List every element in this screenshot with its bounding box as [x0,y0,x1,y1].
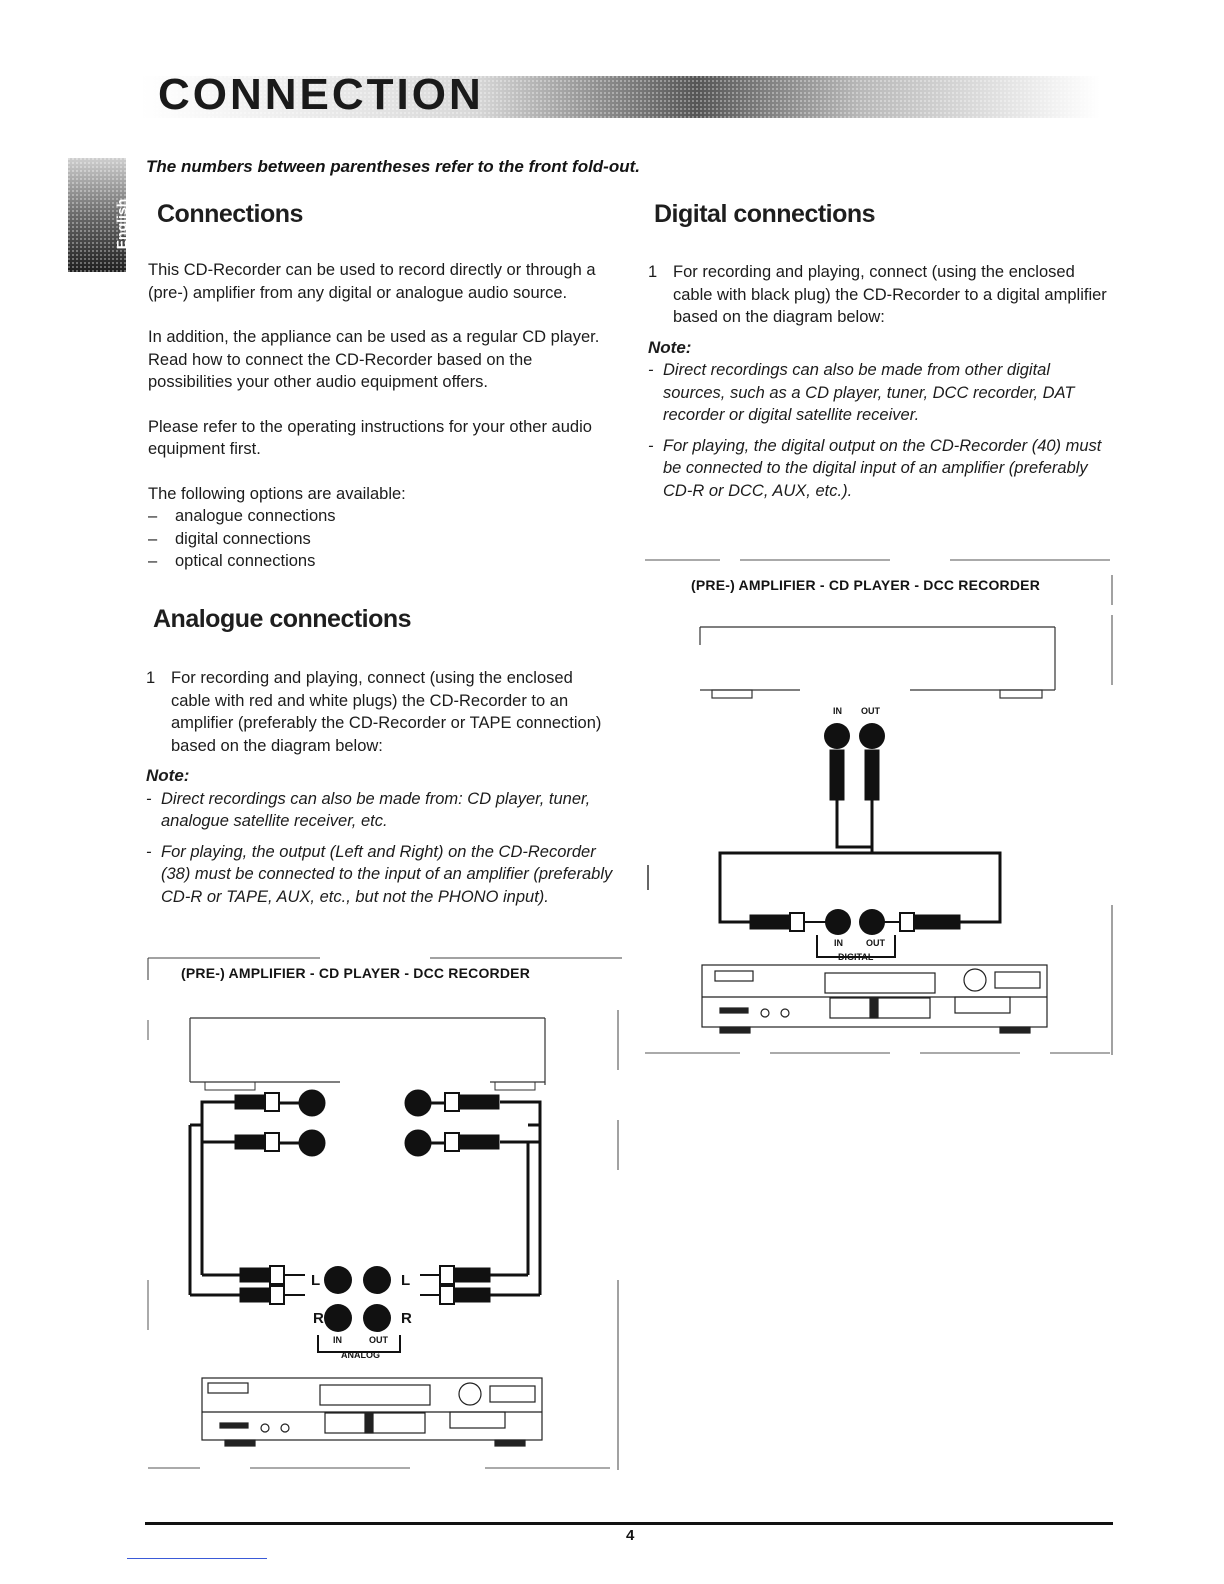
digital-socket-out [859,909,885,935]
connections-para-1: This CD-Recorder can be used to record directly or through a (pre-) amplifier from any digital or analogue audio source. [148,261,596,302]
connections-body [148,259,613,573]
connections-para-2: In addition, the appliance can be used as a regular CD player. Read how to connect the CD-Recorder based on the possibilities your other audio equipment offers. [148,328,600,391]
digital-heading: Digital connections [654,200,876,228]
analogue-label-out: OUT [369,1335,388,1345]
analogue-label-r: R [313,1310,324,1327]
digital-top-label-in: IN [833,706,842,716]
analogue-step [146,667,616,757]
intro-note: The numbers between parentheses refer to the front fold-out. [146,157,640,176]
digital-label-out: OUT [866,938,885,948]
cd-recorder-unit [202,1378,542,1446]
digital-body [648,261,1113,510]
socket-in-right [324,1304,352,1332]
digital-diagram [640,555,1118,1060]
digital-top-label-out: OUT [861,706,880,716]
analogue-label-l-out: L [401,1272,411,1289]
analogue-diagram [140,950,625,1475]
analogue-step-text: For recording and playing, connect (using the enclosed cable with red and white plugs) the CD-Recorder to an amplifier (preferably the CD-Recorder or TAPE connection) based on the diagram below: [171,669,602,755]
digital-step [648,261,1113,329]
page-title: CONNECTION [158,70,484,119]
analogue-heading: Analogue connections [153,605,412,633]
digital-step-number: 1 [648,263,658,281]
connections-heading: Connections [157,200,303,228]
upper-right-cables [405,1090,540,1156]
options-intro: The following options are available: [148,484,406,503]
digital-note-1: - Direct recordings can also be made from other digital sources, such as a CD player, tuner, DCC recorder, DAT recorder or digital satellite receiver. [648,359,1113,427]
digital-note-2: - For playing, the digital output on the CD-Recorder (40) must be connected to the digital input of an amplifier (preferably CD-R or DCC, AUX, etc.). [648,435,1113,503]
language-tab-label: English [113,198,130,250]
analogue-label-l: L [311,1272,321,1289]
digital-top-socket-out [859,723,885,749]
analogue-note-2: - For playing, the output (Left and Right) on the CD-Recorder (38) must be connected to the input of an amplifier (preferably CD-R or TAPE, AUX, etc., but not the PHONO input). [146,841,616,909]
digital-label-group: DIGITAL [838,952,874,962]
digital-top-plugs [830,750,879,830]
page-number: 4 [626,1527,635,1544]
digital-amplifier-unit [700,627,1055,698]
digital-diagram-title: (PRE-) AMPLIFIER - CD PLAYER - DCC RECORDER [691,577,1041,593]
digital-bottom-plugs [750,913,960,931]
analogue-body [146,667,616,916]
connections-para-3: Please refer to the operating instructions for your other audio equipment first. [148,417,592,458]
socket-out-left [363,1266,391,1294]
list-item: – digital connections [148,528,613,551]
upper-left-cables [202,1090,325,1156]
digital-socket-in [825,909,851,935]
footer-link-line [127,1558,267,1559]
options-list [148,505,613,573]
lower-left-plugs [240,1266,305,1304]
list-item: – analogue connections [148,505,613,528]
amplifier-unit [190,1018,545,1090]
analogue-label-in: IN [333,1335,342,1345]
analogue-step-number: 1 [146,669,156,687]
analogue-note-title: Note: [146,766,190,785]
footer-rule [145,1522,1113,1525]
socket-out-right [363,1304,391,1332]
analogue-label-r-out: R [401,1310,412,1327]
digital-heading-shade [640,196,1110,236]
list-item: – optical connections [148,550,613,573]
digital-label-in: IN [834,938,843,948]
lower-right-plugs [420,1266,490,1304]
digital-step-text: For recording and playing, connect (using the enclosed cable with black plug) the CD-Recorder to a digital amplifier based on the diagram below: [673,263,1107,326]
analogue-diagram-title: (PRE-) AMPLIFIER - CD PLAYER - DCC RECORDER [181,965,531,981]
socket-in-left [324,1266,352,1294]
analogue-note-1: - Direct recordings can also be made from: CD player, tuner, analogue satellite receiver, etc. [146,788,616,833]
digital-top-socket-in [824,723,850,749]
digital-note-title: Note: [648,337,692,357]
analogue-label-group: ANALOG [341,1350,380,1360]
digital-cd-recorder-unit [702,965,1047,1033]
